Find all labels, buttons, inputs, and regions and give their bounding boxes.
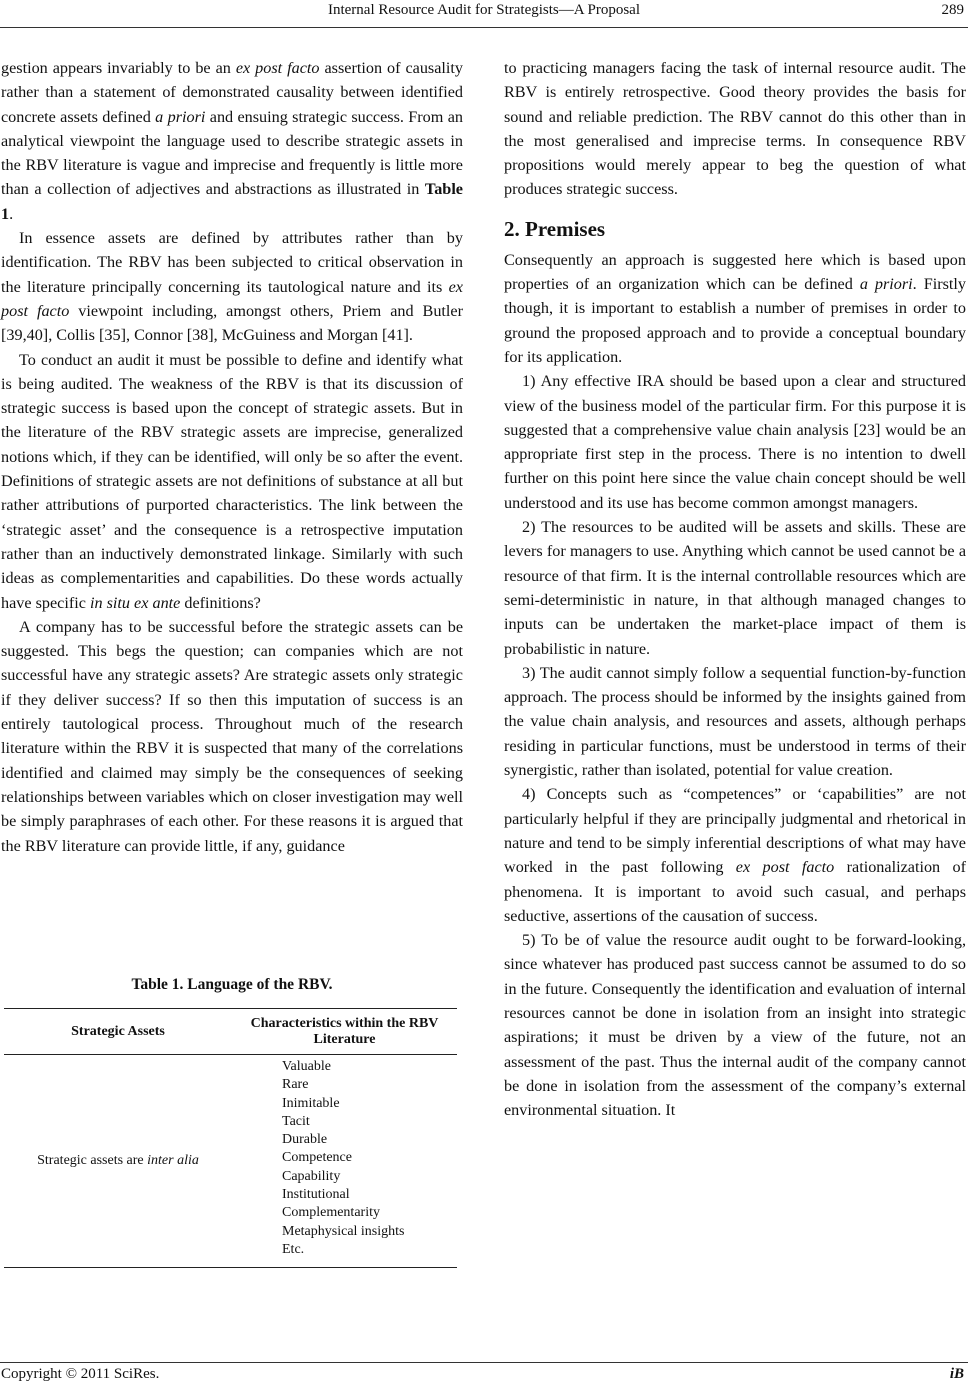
list-item: Rare bbox=[282, 1077, 309, 1093]
running-head bbox=[0, 2, 968, 24]
paragraph: To conduct an audit it must be possible to define and identify what is being audited. The weakness of the RBV is that its discussion of strategic success is based upon the concept of strategic assets. But in the literature of the RBV strategic assets are imprecise, generalized notions which, if they can be identified, will only be so after the event. Definitions of strategic assets are not definitions of substance at all but rather attributions of purported characteristics. The link between the ‘strategic asset’ and the consequence is a retrospective imputation rather than an inductively demonstrated linkage. Similarly with such ideas as complementarities and capabilities. Do these words actually have specific in situ ex ante definitions? bbox=[1, 350, 463, 612]
footer-rule bbox=[0, 1362, 968, 1363]
right-column bbox=[504, 56, 966, 1122]
section-heading: 2. Premises bbox=[504, 216, 606, 241]
running-head-title: Internal Resource Audit for Strategists—A Proposal bbox=[327, 2, 641, 18]
premise-4: 4) Concepts such as “competences” or ‘capabilities” are not particularly helpful if they are principally judgmental and rhetorical in nature and tend to be simply inferential descriptions of what may have worked in the past following ex post facto rationalization of phenomena. It is important to avoid such casual, and perhaps seductive, assertions of the causation of success. bbox=[504, 785, 966, 925]
table-col-header-characteristics: Characteristics within the RBV Literature bbox=[232, 1009, 457, 1055]
list-item: Durable bbox=[282, 1132, 328, 1148]
list-item: Complementarity bbox=[282, 1205, 380, 1221]
table-header-row bbox=[4, 1009, 457, 1055]
list-item: Institutional bbox=[282, 1187, 350, 1203]
list-item: Tacit bbox=[282, 1113, 310, 1129]
list-item: Inimitable bbox=[282, 1095, 340, 1111]
list-item: Valuable bbox=[282, 1059, 331, 1074]
table-col-header-assets: Strategic Assets bbox=[4, 1009, 232, 1055]
premise-2: 2) The resources to be audited will be assets and skills. These are levers for managers to use. Anything which cannot be used cannot be a resource of that firm. It is the internal controllable resources which are semi-deterministic in nature, in that although managed changes to inputs can be undertaken the market-place impact of them is probabilistic in nature. bbox=[504, 518, 966, 658]
list-item: Competence bbox=[282, 1150, 352, 1166]
list-item: Capability bbox=[282, 1168, 341, 1184]
premise-1: 1) Any effective IRA should be based upon a clear and structured view of the business model of the particular firm. For this purpose it is suggested that a comprehensive value chain analysis [23] would be an appropriate first step in the process. There is no intention to dwell further on this point here since the value chain concept should be well understood and its use has become common amongst managers. bbox=[504, 372, 966, 512]
characteristics-list bbox=[232, 1055, 457, 1268]
paragraph: to practicing managers facing the task of internal resource audit. The RBV is entirely retrospective. Good theory provides the basis for sound and reliable prediction. The RBV cannot do this other than in the most generalised and imprecise terms. In consequence RBV propositions would merely appear to beg the question of what produces strategic success. bbox=[504, 59, 966, 199]
table-caption: Table 1. Language of the RBV. bbox=[131, 976, 333, 993]
journal-abbrev: iB bbox=[949, 1366, 964, 1382]
paragraph: Consequently an approach is suggested here which is based upon properties of an organization which can be defined a priori. Firstly though, it is important to establish a number of premises in order to ground the proposed approach and to provide a conceptual boundary for its application. bbox=[504, 250, 966, 366]
page-number: 289 bbox=[941, 2, 964, 18]
list-item: Metaphysical insights bbox=[282, 1223, 405, 1239]
paragraph: A company has to be successful before the strategic assets can be suggested. This begs the question; can companies which are not successful have any strategic assets? Are strategic assets only strategic if they deliver success? If so then this imputation of success is an entirely tautological process. Throughout much of the research literature within the RBV it is suspected that many of the correlations identified and claimed may simply be the consequences of seeking relationships between variables which on closer investigation may well be simply paraphrases of each other. For these reasons it is argued that the RBV literature can provide little, if any, guidance bbox=[1, 617, 463, 855]
copyright-notice: Copyright © 2011 SciRes. bbox=[1, 1366, 160, 1382]
list-item: Etc. bbox=[282, 1241, 305, 1257]
premise-3: 3) The audit cannot simply follow a sequential function-by-function approach. The process should be informed by the insights gained from the value chain analysis, and resources and assets, although perhaps residing in particular functions, must be understood in terms of their synergistic, rather than isolated, potential for value creation. bbox=[504, 663, 966, 780]
table-reference: Table 1 bbox=[1, 180, 463, 223]
paragraph: In essence assets are defined by attributes rather than by identification. The RBV has been subjected to critical observation in the literature principally concerning its tautological nature and its ex post facto viewpoint including, amongst others, Priem and Butler [39,40], Collis [35], Connor [38], McGuiness and Morgan [41]. bbox=[1, 229, 463, 345]
header-rule bbox=[0, 27, 968, 28]
left-column bbox=[1, 56, 463, 858]
premise-5: 5) To be of value the resource audit ought to be forward-looking, since whatever has produced past success cannot be assumed to do so in the future. Consequently the identification and evaluation of internal resources cannot be done in isolation from an insight into strategic aspirations; it must be driven by a view of the future, not an assessment of the past. Thus the internal audit of the company cannot be done in isolation from the assessment of the company’s external environmental situation. It bbox=[504, 931, 966, 1120]
table-row bbox=[4, 1055, 457, 1268]
rbv-language-table bbox=[4, 1008, 457, 1268]
paragraph: gestion appears invariably to be an ex post facto assertion of causality rather than a statement of demonstrated causality between identified concrete assets defined a priori and ensuing strategic success. From an analytical viewpoint the language used to describe strategic assets in the RBV literature is vague and imprecise and frequently is little more than a collection of adjectives and abstractions as illustrated in Table 1. bbox=[1, 59, 464, 223]
table-row-label: Strategic assets are inter alia bbox=[4, 1055, 232, 1268]
